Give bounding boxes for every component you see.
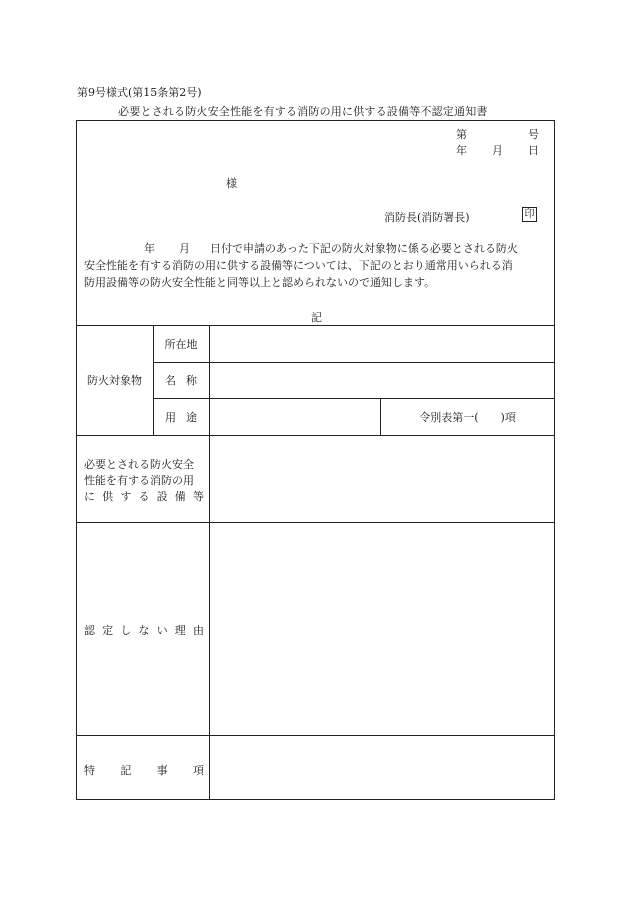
date-month: 月 (492, 144, 503, 157)
equipment-field[interactable] (210, 436, 554, 521)
reason-char: 由 (192, 624, 204, 637)
name-label-char-2: 称 (186, 374, 197, 387)
use-label-char-1: 用 (165, 410, 176, 424)
number-suffix: 号 (528, 128, 539, 141)
body-line-2: 安全性能を有する消防の用に供する設備等については、下記のとおり通常用いられる消 (84, 259, 513, 272)
seal-mark: 印 (522, 207, 537, 222)
equipment-label-line-2: 性能を有する消防の用 (84, 474, 194, 487)
reason-char: な (138, 624, 150, 637)
equipment-char: 等 (192, 490, 204, 503)
use-field[interactable] (210, 399, 379, 434)
reason-label (84, 622, 204, 638)
equipment-char: る (138, 490, 150, 503)
name-field[interactable] (210, 363, 554, 397)
body-line1-text: 日付で申請のあった下記の防火対象物に係る必要とされる防火 (210, 242, 518, 255)
form-label: 第9号様式(第15条第2号) (77, 86, 202, 99)
body-month: 月 (179, 242, 190, 255)
reason-char: 理 (174, 624, 186, 637)
reason-char: 認 (84, 624, 95, 637)
location-label: 所在地 (164, 337, 198, 351)
body-year: 年 (144, 242, 155, 255)
equipment-char: 設 (156, 490, 168, 503)
location-field[interactable] (210, 326, 554, 361)
reason-char: い (156, 624, 168, 637)
target-group-label: 防火対象物 (87, 374, 142, 387)
reason-char: し (120, 624, 132, 637)
date-year: 年 (456, 144, 467, 157)
ki-label: 記 (311, 311, 322, 324)
notes-label (84, 762, 204, 778)
number-prefix: 第 (456, 128, 467, 141)
equipment-char: す (120, 490, 132, 503)
issuer-label: 消防長(消防署長) (384, 211, 470, 224)
name-label (153, 362, 209, 398)
document-title: 必要とされる防火安全性能を有する消防の用に供する設備等不認定通知書 (118, 105, 488, 118)
body-line-1 (84, 240, 550, 257)
equipment-char: 供 (102, 490, 114, 503)
notice-body (84, 240, 550, 291)
notes-char: 特 (84, 764, 95, 777)
addressee-suffix: 様 (226, 177, 237, 190)
notes-char: 項 (192, 764, 204, 777)
equipment-char: に (84, 490, 95, 503)
appendix-label: 令別表第一( )項 (419, 410, 516, 424)
name-label-char-1: 名 (165, 374, 176, 387)
notes-char: 事 (156, 764, 168, 777)
notes-field[interactable] (210, 736, 554, 799)
use-label (153, 398, 209, 435)
use-label-char-2: 途 (186, 410, 197, 424)
reason-char: 定 (102, 624, 114, 637)
body-line-3: 防用設備等の防火安全性能と同等以上と認められないので通知します。 (84, 276, 436, 289)
notes-char: 記 (120, 764, 132, 777)
equipment-label (84, 457, 204, 505)
equipment-label-line-3 (84, 489, 204, 505)
equipment-char: 備 (174, 490, 186, 503)
date-day: 日 (528, 144, 539, 157)
reason-field[interactable] (210, 523, 554, 734)
equipment-label-line-1: 必要とされる防火安全 (84, 458, 194, 471)
